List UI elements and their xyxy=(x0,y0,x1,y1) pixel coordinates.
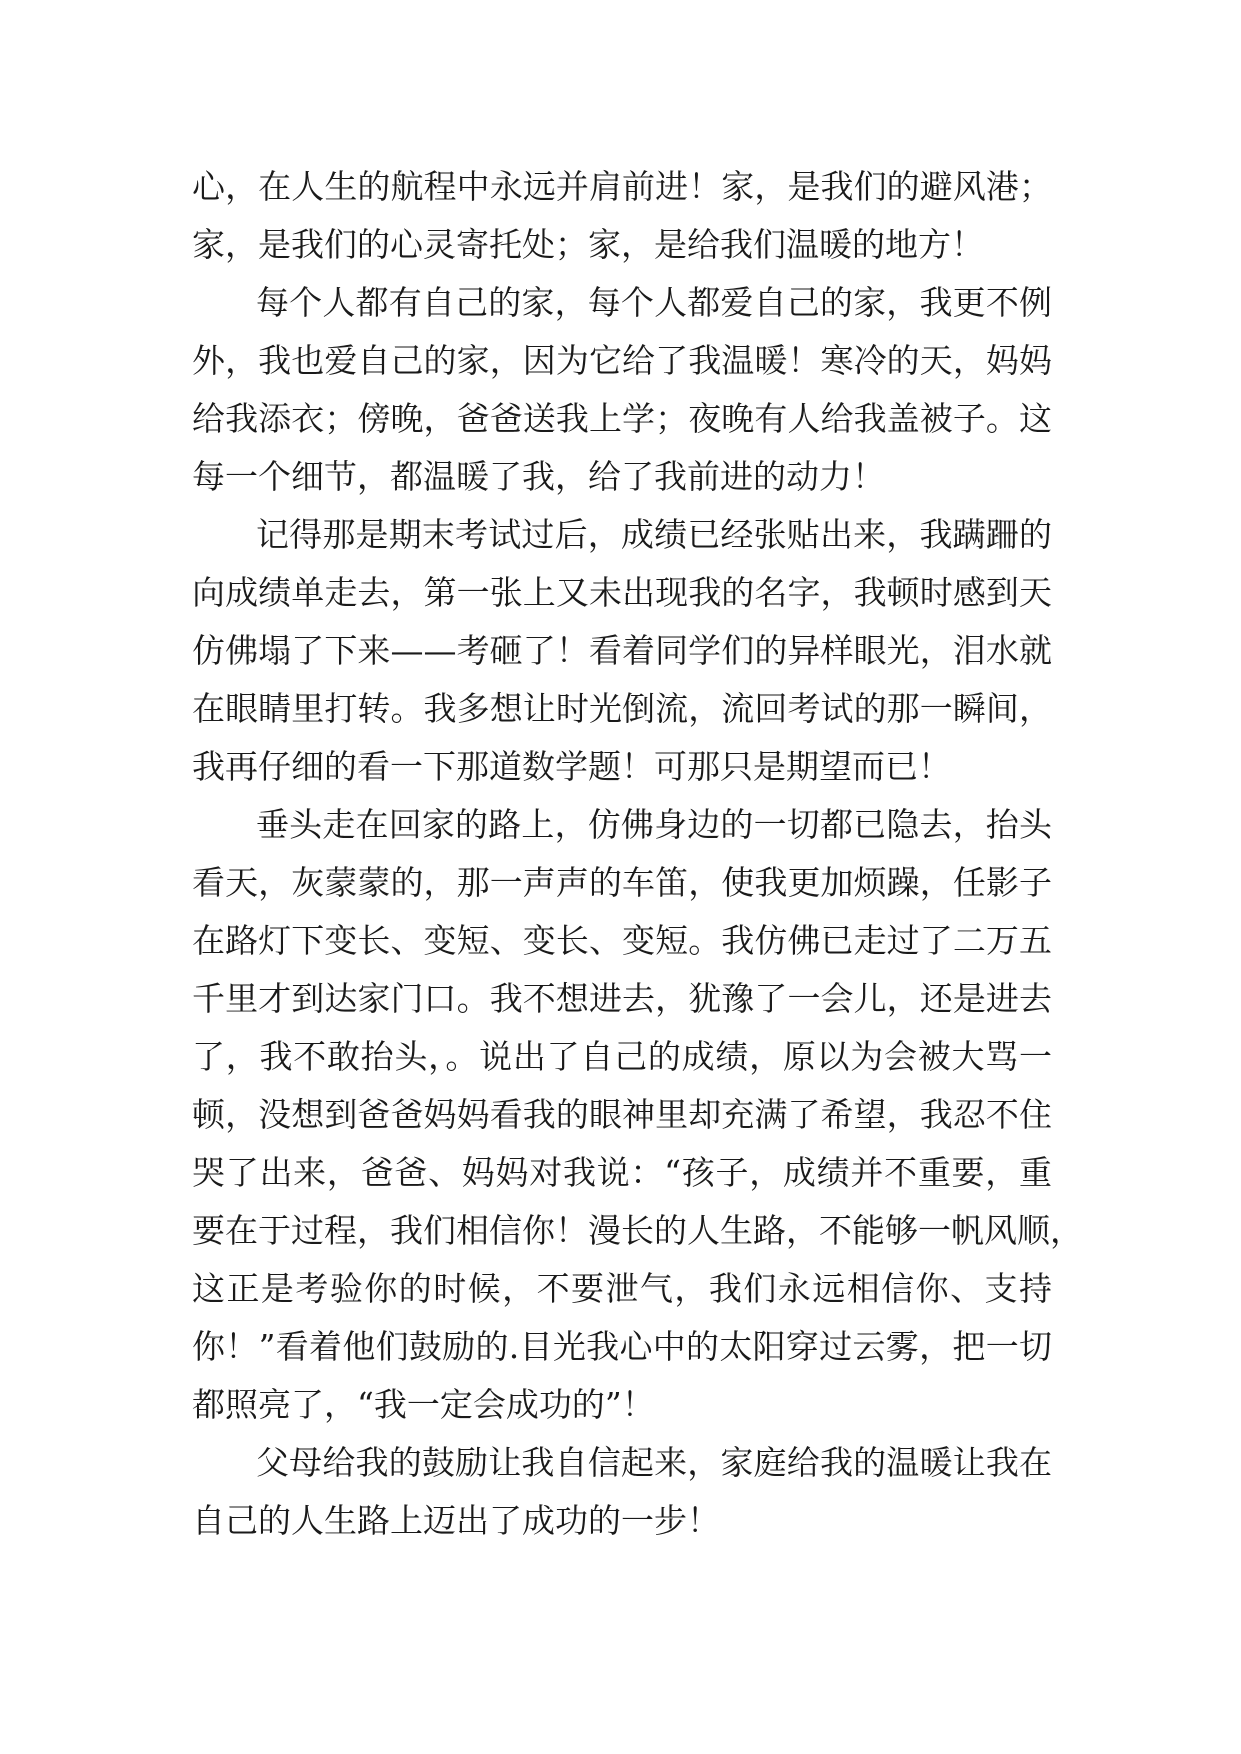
paragraph-first-line: 记得那是期末考试过后，成绩已经张贴出来，我蹒跚的 xyxy=(256,515,1052,554)
text-line: 你！”看着他们鼓励的.目光我心中的太阳穿过云雾，把一切 xyxy=(192,1327,1052,1366)
text-line: 家，是我们的心灵寄托处；家，是给我们温暖的地方！ xyxy=(192,225,984,264)
text-line: 哭了出来，爸爸、妈妈对我说：“孩子，成绩并不重要，重 xyxy=(192,1153,1052,1192)
text-line: 给我添衣；傍晚，爸爸送我上学；夜晚有人给我盖被子。这 xyxy=(192,399,1052,438)
text-line: 在眼睛里打转。我多想让时光倒流，流回考试的那一瞬间， xyxy=(192,689,1052,728)
text-line: 我再仔细的看一下那道数学题！可那只是期望而已！ xyxy=(192,747,951,786)
text-line: 千里才到达家门口。我不想进去，犹豫了一会儿，还是进去 xyxy=(192,979,1052,1018)
text-line: 每一个细节，都温暖了我，给了我前进的动力！ xyxy=(192,457,885,496)
paragraph-first-line: 父母给我的鼓励让我自信起来，家庭给我的温暖让我在 xyxy=(256,1443,1052,1482)
paragraph-first-line: 垂头走在回家的路上，仿佛身边的一切都已隐去，抬头 xyxy=(256,805,1052,844)
text-line: 要在于过程，我们相信你！漫长的人生路，不能够一帆风顺， xyxy=(192,1211,1083,1250)
text-line: 仿佛塌了下来——考砸了！看着同学们的异样眼光，泪水就 xyxy=(192,631,1052,670)
text-line: 了，我不敢抬头，。说出了自己的成绩，原以为会被大骂一 xyxy=(192,1037,1052,1076)
text-line: 外，我也爱自己的家，因为它给了我温暖！寒冷的天，妈妈 xyxy=(192,341,1052,380)
text-line: 向成绩单走去，第一张上又未出现我的名字，我顿时感到天 xyxy=(192,573,1052,612)
text-line: 在路灯下变长、变短、变长、变短。我仿佛已走过了二万五 xyxy=(192,921,1052,960)
text-line: 心，在人生的航程中永远并肩前进！家，是我们的避风港； xyxy=(192,167,1052,206)
text-line: 这正是考验你的时候，不要泄气，我们永远相信你、支持 xyxy=(192,1269,1052,1308)
text-line: 看天，灰蒙蒙的，那一声声的车笛，使我更加烦躁，任影子 xyxy=(192,863,1052,902)
text-line: 顿，没想到爸爸妈妈看我的眼神里却充满了希望，我忍不住 xyxy=(192,1095,1052,1134)
text-line: 都照亮了，“我一定会成功的”！ xyxy=(192,1385,655,1424)
paragraph-first-line: 每个人都有自己的家，每个人都爱自己的家，我更不例 xyxy=(256,283,1052,322)
text-line: 自己的人生路上迈出了成功的一步！ xyxy=(192,1501,720,1540)
